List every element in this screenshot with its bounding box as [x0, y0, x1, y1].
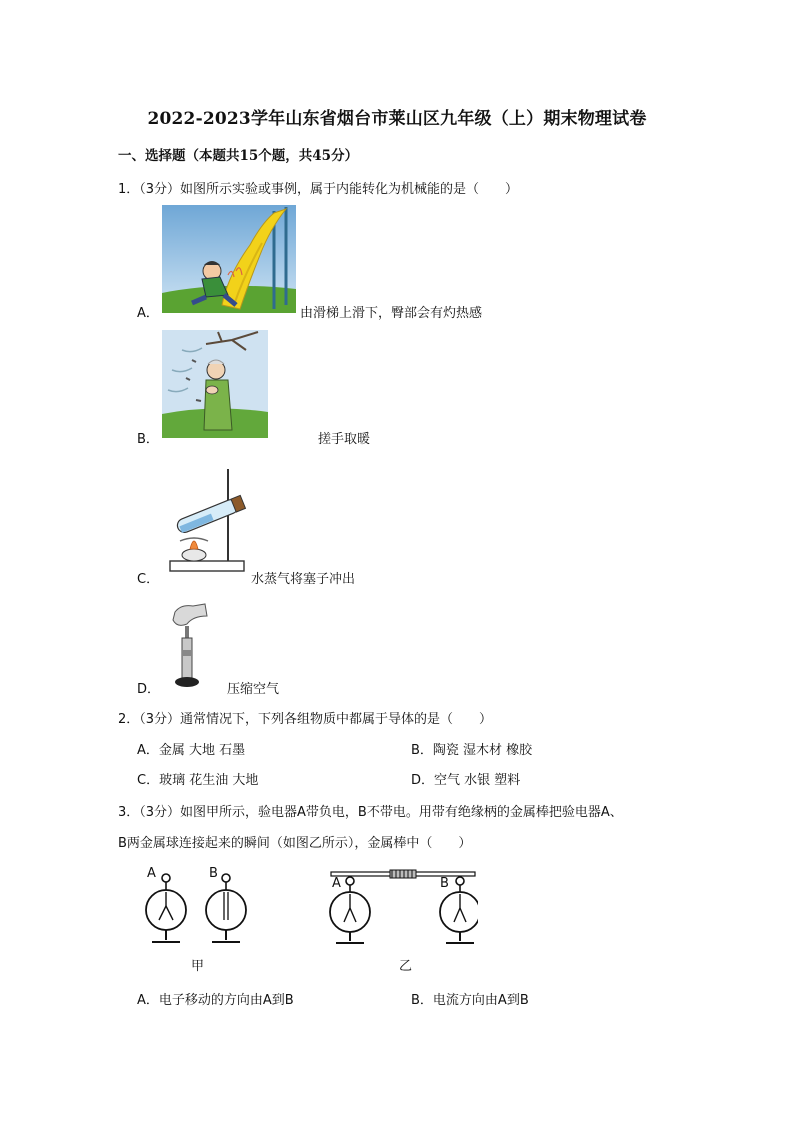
question-1-stem: 1．（3分）如图所示实验或事例，属于内能转化为机械能的是（ ） [118, 182, 519, 197]
q3-option-b-text: 电流方向由A到B [432, 993, 529, 1008]
insulated-handle [390, 870, 416, 878]
q2-option-c-text: 玻璃 花生油 大地 [159, 773, 259, 788]
q1-option-d-letter: D． [137, 682, 161, 697]
electroscope-figure-yi [328, 866, 478, 952]
q2-option-a [137, 739, 245, 758]
q2-option-d-text: 空气 水银 塑料 [434, 773, 521, 788]
test-tube-illustration [162, 465, 250, 577]
rubbing-hands-illustration [162, 330, 268, 438]
q1-option-b-letter: B． [137, 432, 159, 447]
q3-option-a-letter: A． [137, 993, 159, 1008]
q1-option-c-letter: C． [137, 572, 160, 587]
electroscope-b [206, 874, 246, 942]
label-a-jia: A [147, 866, 156, 881]
q2-option-b [411, 739, 532, 758]
q2-option-d [411, 769, 520, 788]
q2-option-b-letter: B． [411, 743, 433, 758]
q2-option-a-letter: A． [137, 743, 159, 758]
figure-yi-caption: 乙 [399, 959, 413, 974]
q3-option-a-text: 电子移动的方向由A到B [158, 993, 294, 1008]
q1-option-c-text: 水蒸气将塞子冲出 [251, 572, 356, 587]
q1-option-d-text: 压缩空气 [227, 682, 280, 697]
question-2-stem: 2．（3分）通常情况下，下列各组物质中都属于导体的是（ ） [118, 712, 493, 727]
q2-option-a-text: 金属 大地 石墨 [158, 743, 246, 758]
label-b-jia: B [209, 866, 218, 881]
exam-title: 2022-2023学年山东省烟台市莱山区九年级（上）期末物理试卷 [147, 109, 647, 129]
slide-illustration [162, 205, 296, 313]
q3-option-b-letter: B． [411, 993, 433, 1008]
q2-option-c [137, 769, 258, 788]
label-b-yi: B [440, 876, 449, 891]
section-heading: 一、选择题（本题共15个题，共45分） [118, 148, 359, 164]
q1-option-b-text: 搓手取暖 [318, 432, 371, 447]
q2-option-c-letter: C． [137, 773, 160, 788]
q3-option-a [137, 989, 294, 1008]
q1-option-a-letter: A． [137, 306, 159, 321]
question-3-stem-line2: B两金属球连接起来的瞬间（如图乙所示），金属棒中（ ） [118, 836, 472, 851]
label-a-yi: A [332, 876, 341, 891]
q1-option-a-text: 由滑梯上滑下，臀部会有灼热感 [300, 306, 483, 321]
figure-jia-caption: 甲 [191, 959, 205, 974]
electroscope-a [146, 874, 186, 942]
q2-option-b-text: 陶瓷 湿木材 橡胶 [432, 743, 533, 758]
electroscope-figure-jia [138, 866, 258, 952]
air-compression-illustration [165, 602, 211, 690]
q2-option-d-letter: D． [411, 773, 435, 788]
question-3-stem-line1: 3．（3分）如图甲所示，验电器A带负电，B不带电。用带有绝缘柄的金属棒把验电器A、 [118, 805, 623, 820]
q3-option-b [411, 989, 529, 1008]
